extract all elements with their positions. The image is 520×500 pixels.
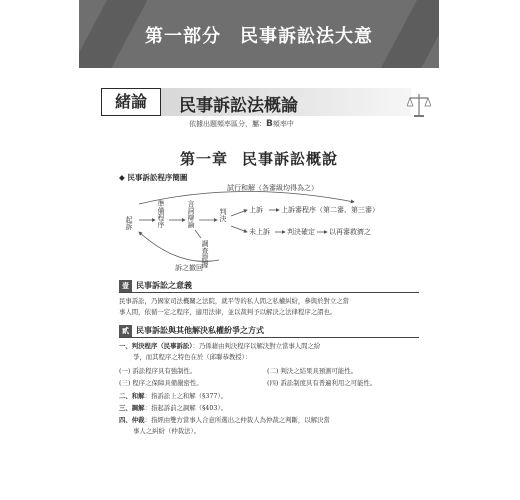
section-divider bbox=[119, 292, 419, 293]
diagram-judgment: 判決 bbox=[219, 208, 227, 222]
diagram-settlement: 試行和解（各審級均得為之） bbox=[227, 184, 318, 192]
diagram-oral: 言詞辯論 bbox=[187, 200, 195, 228]
features-row: (三) 程序之保障具備嚴密性。 (四) 訴訟制度具有普遍利用之可能性。 bbox=[119, 379, 377, 387]
diagram-no-appeal: 未上訴 bbox=[249, 228, 270, 236]
list-item-arbitration: 四、仲裁：指經由雙方當事人合意所選出之仲裁人為仲裁之判斷，以解決當 事人之糾紛（仲裁法）。 bbox=[119, 416, 330, 435]
diagram-investigate: 調查證據 bbox=[201, 240, 209, 268]
diagram-retrial: 以再審救濟之 bbox=[329, 228, 371, 236]
section-badge: 壹 bbox=[119, 280, 132, 292]
diagram-withdraw: 訴之撤回 bbox=[175, 264, 203, 272]
features-row: (一) 訴訟程序具有強制性。 (二) 判決之結果具預測可能性。 bbox=[119, 367, 358, 375]
scales-icon bbox=[407, 91, 431, 119]
procedure-diagram bbox=[119, 182, 419, 272]
diagram-appeal-target: 上訴審程序（第二審、第三審） bbox=[281, 206, 379, 214]
chapter-heading bbox=[79, 148, 439, 169]
section-heading-2 bbox=[119, 325, 264, 337]
chapter-banner bbox=[79, 0, 439, 68]
section-badge: 貳 bbox=[119, 325, 132, 337]
section-divider bbox=[119, 337, 419, 338]
section-title: 民事訴訟與其他解決私權紛爭之方式 bbox=[136, 326, 264, 335]
section-title: 民事訴訟之意義 bbox=[136, 281, 192, 290]
list-item-judgment: 一、判決程序（民事訴訟）：乃係藉由判決程序以解決對立當事人間之紛 爭，而其程序之特色在於（邱聯恭教授）： bbox=[119, 342, 321, 361]
chapter-number: 第一章 bbox=[179, 150, 228, 168]
diagram-prep: 準備程序 bbox=[157, 200, 165, 228]
page bbox=[79, 0, 439, 500]
intro-title: 民事訴訟法概論 bbox=[179, 96, 298, 116]
diagram-appeal: 上訴 bbox=[249, 206, 263, 214]
section1-paragraph: 民事訴訟，乃國家司法機關之法院，就平等的私人間之私權糾紛，參與於對立之當 事人間，依循一定之程序，適用法律，並以裁判予以解決之法律程序之謂也。 bbox=[119, 297, 350, 316]
section-heading-1 bbox=[119, 280, 192, 292]
frequency-note: 依據出題頻率區分，屬：B頻率中 bbox=[189, 119, 294, 129]
diagram-final: 判決確定 bbox=[287, 228, 315, 236]
diagram-start: 起訴 bbox=[125, 216, 133, 230]
diagram-title: ◆ 民事訴訟程序簡圖 bbox=[119, 173, 188, 182]
chapter-title: 民事訴訟概說 bbox=[242, 150, 339, 168]
list-item-mediation: 三、調解：指起訴前之調解（§403）。 bbox=[119, 404, 228, 412]
intro-label: 緒論 bbox=[101, 88, 161, 116]
intro-header bbox=[101, 88, 431, 129]
list-item-settlement: 二、和解：指訴訟上之和解（§377）。 bbox=[119, 392, 228, 400]
banner-title: 第一部分 民事訴訟法大意 bbox=[145, 26, 373, 47]
